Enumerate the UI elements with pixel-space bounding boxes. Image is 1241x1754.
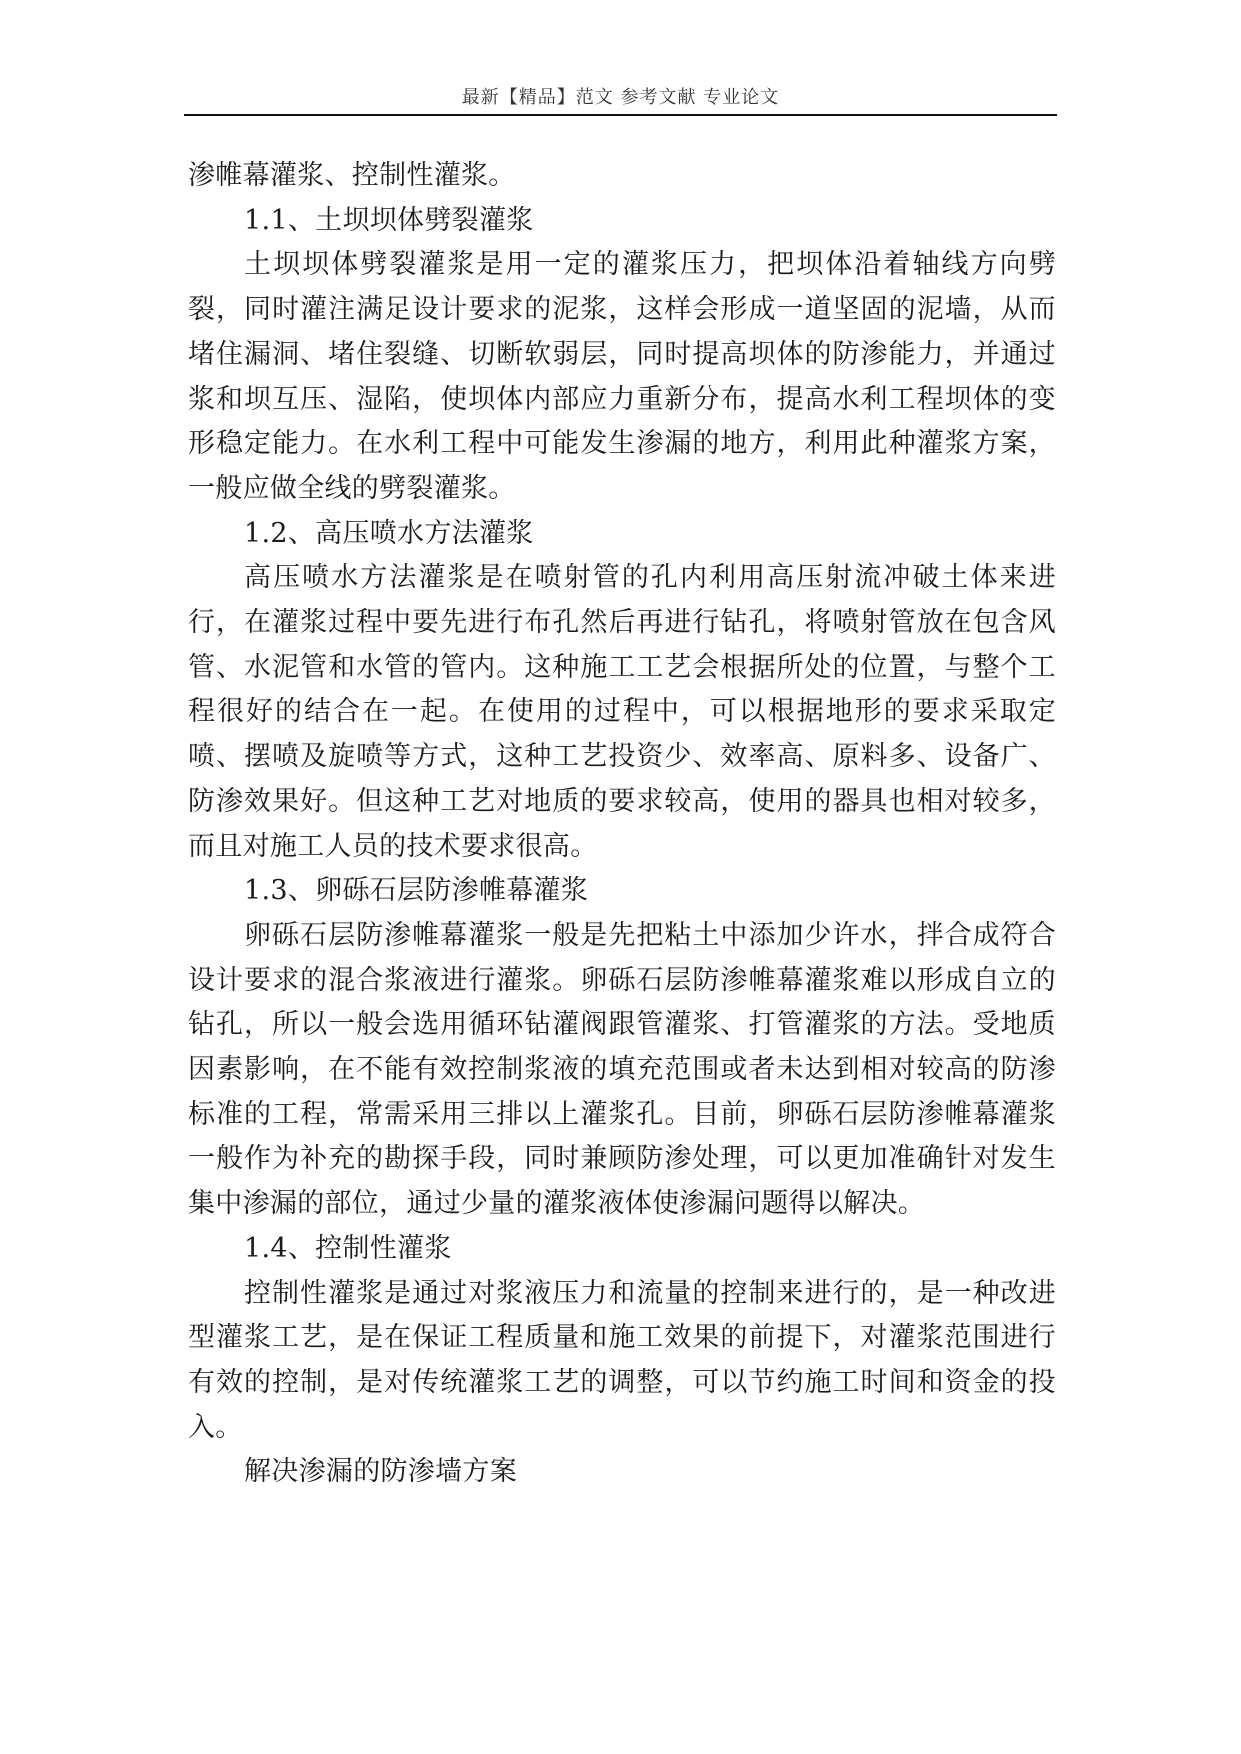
section-heading-1-2: 1.2、高压喷水方法灌浆 [244,517,534,549]
header-divider [184,114,1057,116]
paragraph-split-grouting: 土坝坝体劈裂灌浆是用一定的灌浆压力，把坝体沿着轴线方向劈裂，同时灌注满足设计要求的泥浆，这样会形成一道坚固的泥墙，从而堵住漏洞、堵住裂缝、切断软弱层，同时提高坝体的防渗能力，并通过浆和坝互压、湿陷，使坝体内部应力重新分布，提高水利工程坝体的变形稳定能力。在水利工程中可能发生渗漏的地方，利用此种灌浆方案，一般应做全线的劈裂灌浆。 [188,249,1056,504]
paragraph-high-pressure-jet: 高压喷水方法灌浆是在喷射管的孔内利用高压射流冲破土体来进行，在灌浆过程中要先进行布孔然后再进行钻孔，将喷射管放在包含风管、水泥管和水管的管内。这种施工工艺会根据所处的位置，与整个工程很好的结合在一起。在使用的过程中，可以根据地形的要求采取定喷、摆喷及旋喷等方式，这种工艺投资少、效率高、原料多、设备广、防渗效果好。但这种工艺对地质的要求较高，使用的器具也相对较多，而且对施工人员的技术要求很高。 [188,562,1056,862]
document-body [188,154,1056,1495]
section-heading-1-3: 1.3、卵砾石层防渗帷幕灌浆 [244,875,589,907]
paragraph-continuation: 渗帷幕灌浆、控制性灌浆。 [188,160,516,191]
section-heading-1-4: 1.4、控制性灌浆 [244,1232,452,1264]
section-heading-cutoff-wall: 解决渗漏的防渗墙方案 [244,1456,517,1488]
section-heading-1-1: 1.1、土坝坝体劈裂灌浆 [244,204,534,236]
paragraph-gravel-curtain: 卵砾石层防渗帷幕灌浆一般是先把粘土中添加少许水，拌合成符合设计要求的混合浆液进行灌浆。卵砾石层防渗帷幕灌浆难以形成自立的钻孔，所以一般会选用循环钻灌阀跟管灌浆、打管灌浆的方法。受地质因素影响，在不能有效控制浆液的填充范围或者未达到相对较高的防渗标准的工程，常需采用三排以上灌浆孔。目前，卵砾石层防渗帷幕灌浆一般作为补充的勘探手段，同时兼顾防渗处理，可以更加准确针对发生集中渗漏的部位，通过少量的灌浆液体使渗漏问题得以解决。 [188,919,1056,1220]
page-header: 最新【精品】范文 参考文献 专业论文 [461,87,780,108]
paragraph-controlled-grouting: 控制性灌浆是通过对浆液压力和流量的控制来进行的，是一种改进型灌浆工艺，是在保证工程质量和施工效果的前提下，对灌浆范围进行有效的控制，是对传统灌浆工艺的调整，可以节约施工时间和资金的投入。 [188,1277,1056,1443]
